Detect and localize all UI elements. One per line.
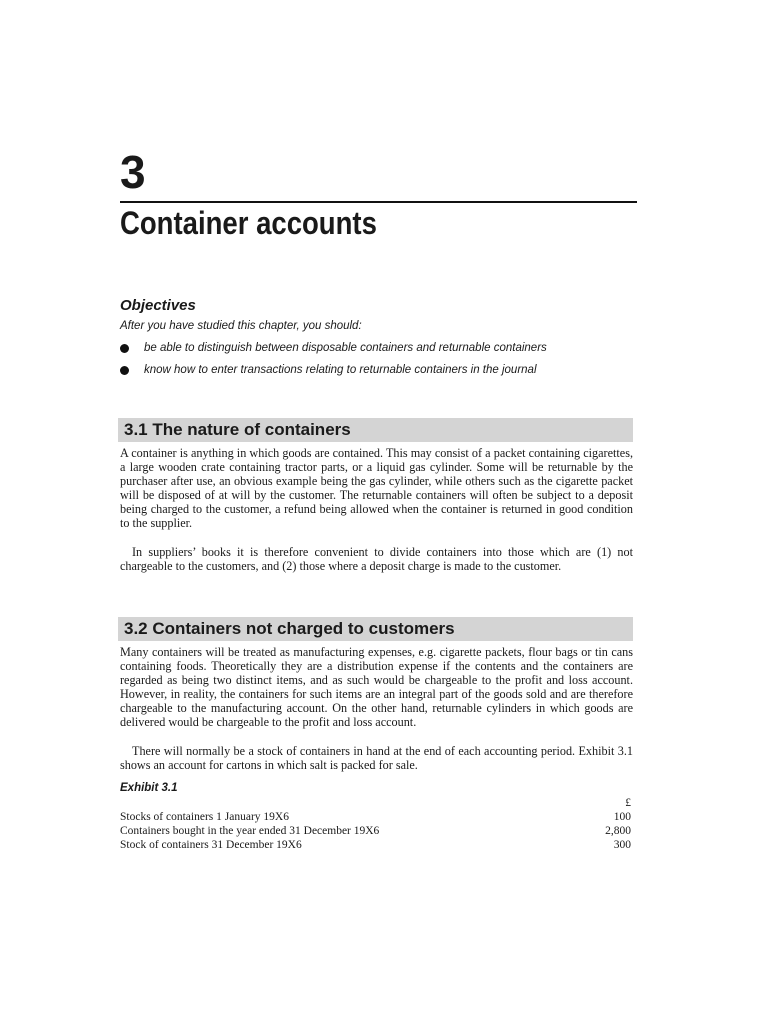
bullet-icon — [120, 344, 129, 353]
section-paragraph: Many containers will be treated as manufacturing expenses, e.g. cigarette packets, flour bags or tin cans containing foods. Theoretically they are a distribution expense if the contents and the containers are regarded as being two distinct items, and as such would be chargeable to the profit and loss account. However, in reality, the containers for such items are an integral part of the goods sold and are therefore chargeable to the manufacturing account. On the other hand, returnable cylinders in which goods are delivered would be chargeable to the profit and loss account. — [120, 645, 633, 730]
row-label: Stocks of containers 1 January 19X6 — [120, 811, 289, 823]
row-value: 100 — [613, 811, 631, 823]
currency-header: £ — [625, 797, 631, 809]
objectives-heading: Objectives — [120, 297, 196, 314]
objective-text: be able to distinguish between disposable containers and returnable containers — [144, 342, 547, 354]
section-heading-bar — [118, 617, 633, 641]
section-paragraph: A container is anything in which goods are contained. This may consist of a packet containing cigarettes, a large wooden crate containing tractor parts, or a liquid gas cylinder. Some will be returnable by the purchaser after use, an obvious example being the gas cylinder, while others such as the cigarette packet will be disposed of at will by the customer. The returnable containers will often be subject to a deposit being charged to the customer, a refund being allowed when the container is returned in good condition to the supplier. — [120, 446, 633, 531]
section-paragraph: There will normally be a stock of containers in hand at the end of each accounting period. Exhibit 3.1 shows an account for cartons in which salt is packed for sale. — [120, 744, 633, 773]
row-value: 2,800 — [605, 825, 631, 837]
table-row — [120, 824, 631, 838]
exhibit-label: Exhibit 3.1 — [120, 782, 178, 794]
section-heading-bar — [118, 418, 633, 442]
exhibit-header-row — [120, 796, 631, 810]
section-title: 3.2 Containers not charged to customers — [124, 619, 455, 638]
table-row — [120, 810, 631, 824]
row-label: Containers bought in the year ended 31 December 19X6 — [120, 825, 380, 837]
section-title: 3.1 The nature of containers — [124, 420, 351, 439]
objectives-intro: After you have studied this chapter, you should: — [120, 320, 362, 332]
section-paragraph: In suppliers’ books it is therefore convenient to divide containers into those which are (1) not chargeable to the customers, and (2) those where a deposit charge is made to the customer. — [120, 545, 633, 574]
objective-text: know how to enter transactions relating to returnable containers in the journal — [144, 364, 537, 376]
row-value: 300 — [613, 839, 631, 851]
table-row — [120, 838, 631, 852]
bullet-icon — [120, 366, 129, 375]
chapter-title: Container accounts — [120, 205, 377, 241]
row-label: Stock of containers 31 December 19X6 — [120, 839, 302, 851]
chapter-number: 3 — [120, 146, 145, 198]
